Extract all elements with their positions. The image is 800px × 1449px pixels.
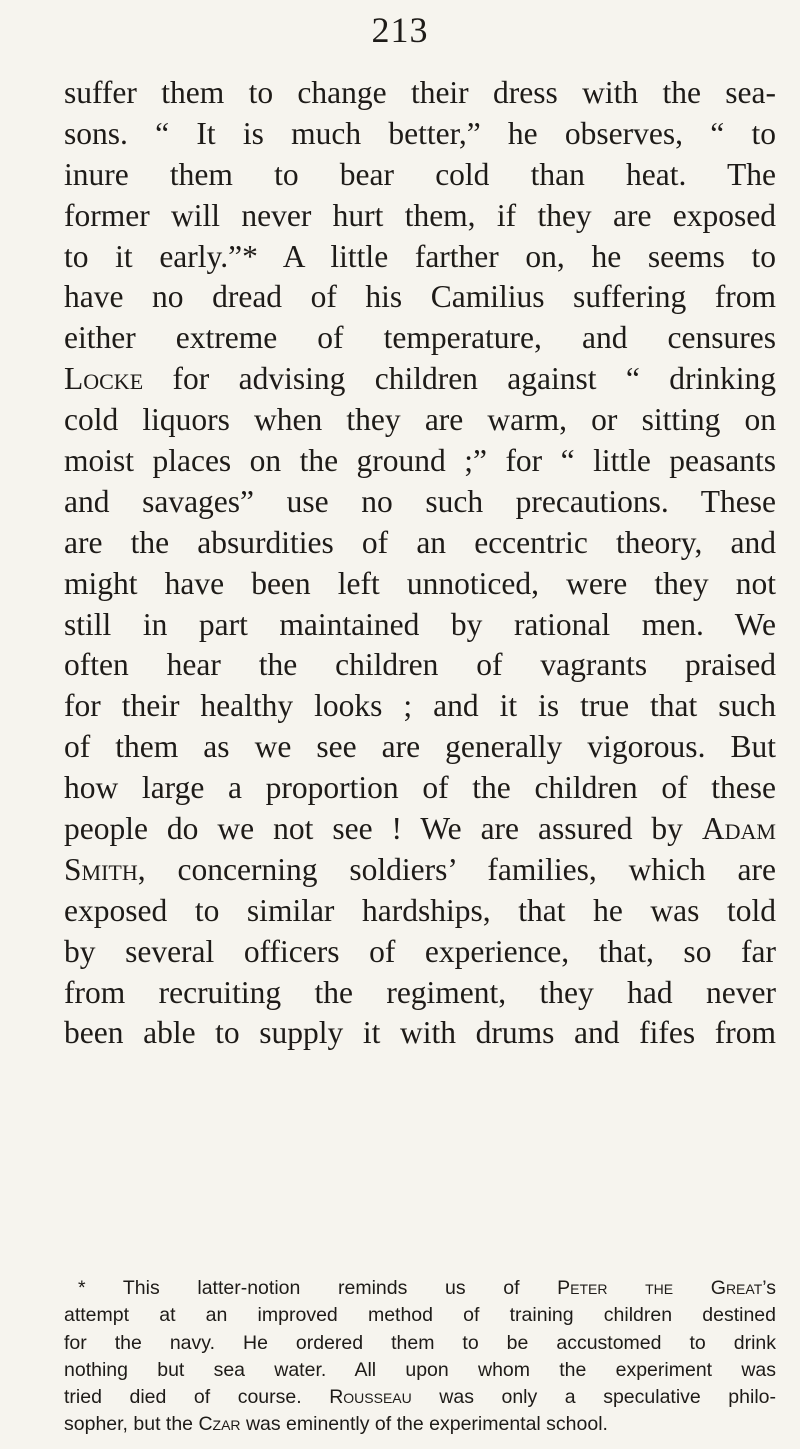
footnote-line: tried died of course. Rousseau was only a speculative philo-: [64, 1386, 776, 1409]
text-line: inure them to bear cold than heat. The: [64, 156, 776, 192]
text-line: from recruiting the regiment, they had never: [64, 974, 776, 1010]
text-line: to it early.”* A little farther on, he seems to: [64, 238, 776, 274]
text-line: of them as we see are generally vigorous. But: [64, 729, 776, 765]
text-line: people do we not see ! We are assured by Adam: [64, 811, 776, 847]
text-line: have no dread of his Camilius suffering from: [64, 279, 776, 315]
text-line: either extreme of temperature, and censures: [64, 320, 776, 356]
text-line: still in part maintained by rational men. We: [64, 606, 776, 642]
text-line: suffer them to change their dress with the sea-: [64, 75, 776, 110]
text-line: by several officers of experience, that, so far: [64, 933, 776, 969]
footnote-line: for the navy. He ordered them to be accustomed to drink: [64, 1331, 776, 1354]
footnote-line: * This latter-notion reminds us of Peter the Great’s: [78, 1277, 776, 1299]
text-line: Smith, concerning soldiers’ families, which are: [64, 851, 776, 887]
text-line: sons. “ It is much better,” he observes, “ to: [64, 115, 776, 151]
text-line: for their healthy looks ; and it is true that such: [64, 688, 776, 724]
text-line: cold liquors when they are warm, or sitting on: [64, 402, 776, 438]
body-text: [64, 73, 776, 1054]
text-line: how large a proportion of the children of these: [64, 770, 776, 806]
text-line: might have been left unnoticed, were they not: [64, 565, 776, 601]
text-line: often hear the children of vagrants praised: [64, 647, 776, 683]
text-line: exposed to similar hardships, that he was told: [64, 892, 776, 928]
footnote: [64, 1275, 776, 1439]
text-line: and savages” use no such precautions. These: [64, 483, 776, 519]
page-number: 213: [371, 10, 429, 50]
text-line: moist places on the ground ;” for “ little peasants: [64, 443, 776, 479]
text-line: former will never hurt them, if they are exposed: [64, 197, 776, 233]
text-line: been able to supply it with drums and fifes from: [64, 1015, 776, 1051]
footnote-line: nothing but sea water. All upon whom the experiment was: [64, 1358, 776, 1381]
text-line: are the absurdities of an eccentric theory, and: [64, 524, 776, 560]
footnote-line: sopher, but the Czar was eminently of the experimental school.: [64, 1413, 608, 1436]
footnote-line: attempt at an improved method of training children destined: [64, 1304, 776, 1327]
text-line: Locke for advising children against “ drinking: [64, 361, 776, 397]
